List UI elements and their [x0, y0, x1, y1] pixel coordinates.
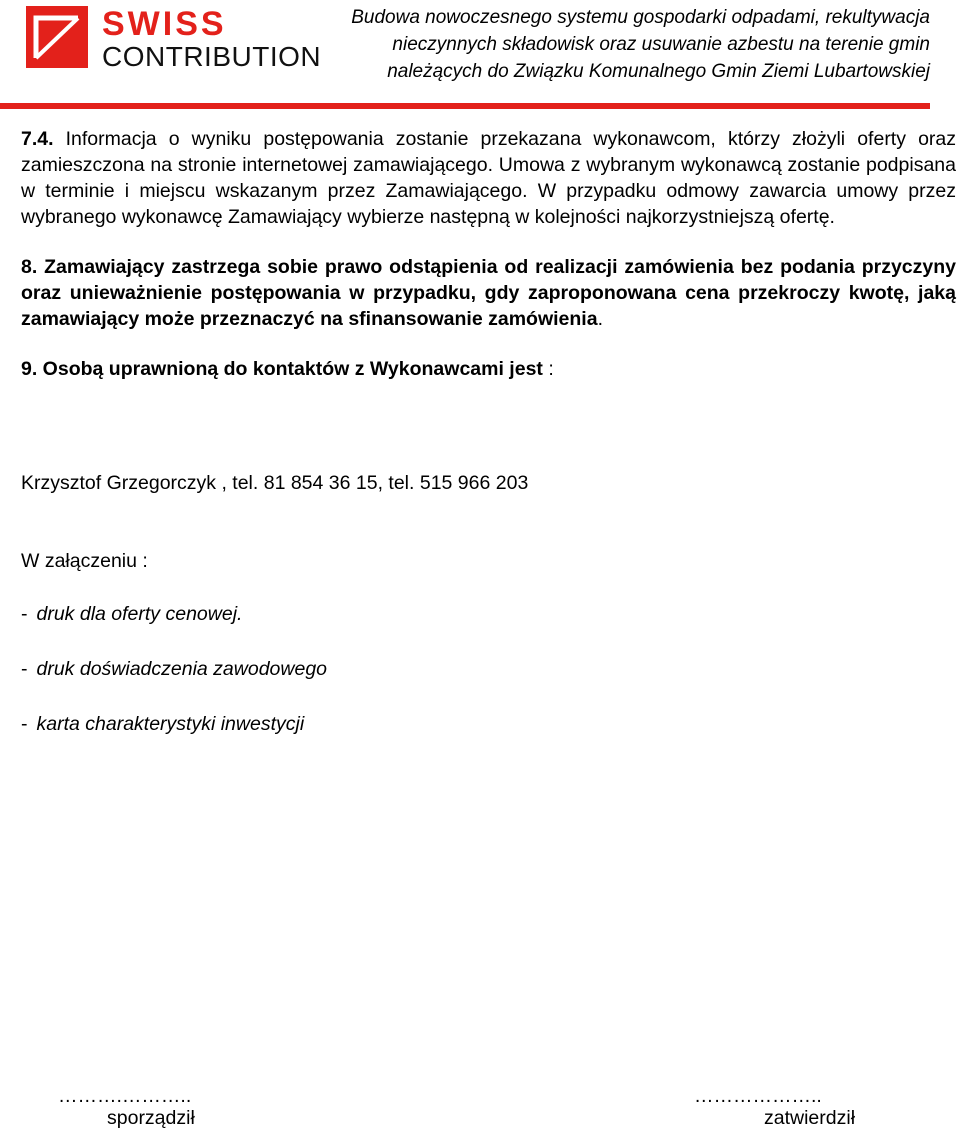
logo-text-contribution: CONTRIBUTION: [102, 41, 322, 72]
swiss-contribution-logo: [26, 6, 336, 76]
signature-line-right: ………………..: [694, 1085, 822, 1107]
project-title: [330, 4, 930, 85]
section-tail: .: [597, 308, 603, 330]
list-dash: -: [21, 658, 28, 680]
swiss-cross-icon: [26, 6, 88, 68]
attachment-label: druk doświadczenia zawodowego: [36, 658, 328, 680]
attachment-label: druk dla oferty cenowej.: [36, 603, 243, 625]
section-text: 9. Osobą uprawnioną do kontaktów z Wykonawcami jest: [21, 358, 543, 380]
signature-line-left: ……….………..: [58, 1085, 192, 1107]
section-tail: :: [542, 358, 554, 380]
section-text: 8. Zamawiający zastrzega sobie prawo odstąpienia od realizacji zamówienia bez podania przyczyny oraz unieważnienie postępowania w przypadku, gdy zaproponowana cena przekroczy kwotę, jaką zamawiający może przeznaczyć na sfinansowanie zamówienia: [21, 256, 956, 330]
document-body: [21, 126, 956, 382]
header-divider: [0, 103, 930, 109]
attachment-label: karta charakterystyki inwestycji: [36, 713, 305, 735]
logo-text-swiss: SWISS: [102, 5, 227, 43]
signature-label-prepared: sporządził: [107, 1107, 195, 1129]
list-dash: -: [21, 713, 28, 735]
section-number: 7.4.: [21, 128, 54, 150]
project-title-line: nieczynnych składowisk oraz usuwanie azbestu na terenie gmin: [392, 34, 930, 55]
section-text: Informacja o wyniku postępowania zostanie przekazana wykonawcom, którzy złożyli oferty oraz zamieszczona na stronie internetowej zamawiającego. Umowa z wybranym wykonawcą zostanie podpisana w terminie i miejscu wskazanym przez Zamawiającego. W przypadku odmowy zawarcia umowy przez wybranego wykonawcę Zamawiający wybierze następną w kolejności najkorzystniejszą ofertę.: [21, 128, 956, 228]
project-title-line: należących do Związku Komunalnego Gmin Ziemi Lubartowskiej: [387, 61, 930, 82]
signature-label-approved: zatwierdził: [764, 1107, 856, 1129]
section-8: [21, 254, 956, 332]
section-9: [21, 356, 956, 382]
attachment-item: [21, 658, 327, 681]
attachment-item: [21, 713, 304, 736]
contact-person: Krzysztof Grzegorczyk , tel. 81 854 36 15, tel. 515 966 203: [21, 472, 529, 494]
section-7-4: [21, 126, 956, 230]
attachment-item: [21, 603, 242, 626]
list-dash: -: [21, 603, 28, 625]
attachments-heading: W załączeniu :: [21, 550, 148, 572]
project-title-line: Budowa nowoczesnego systemu gospodarki odpadami, rekultywacja: [351, 7, 930, 28]
page-header: [0, 0, 960, 112]
